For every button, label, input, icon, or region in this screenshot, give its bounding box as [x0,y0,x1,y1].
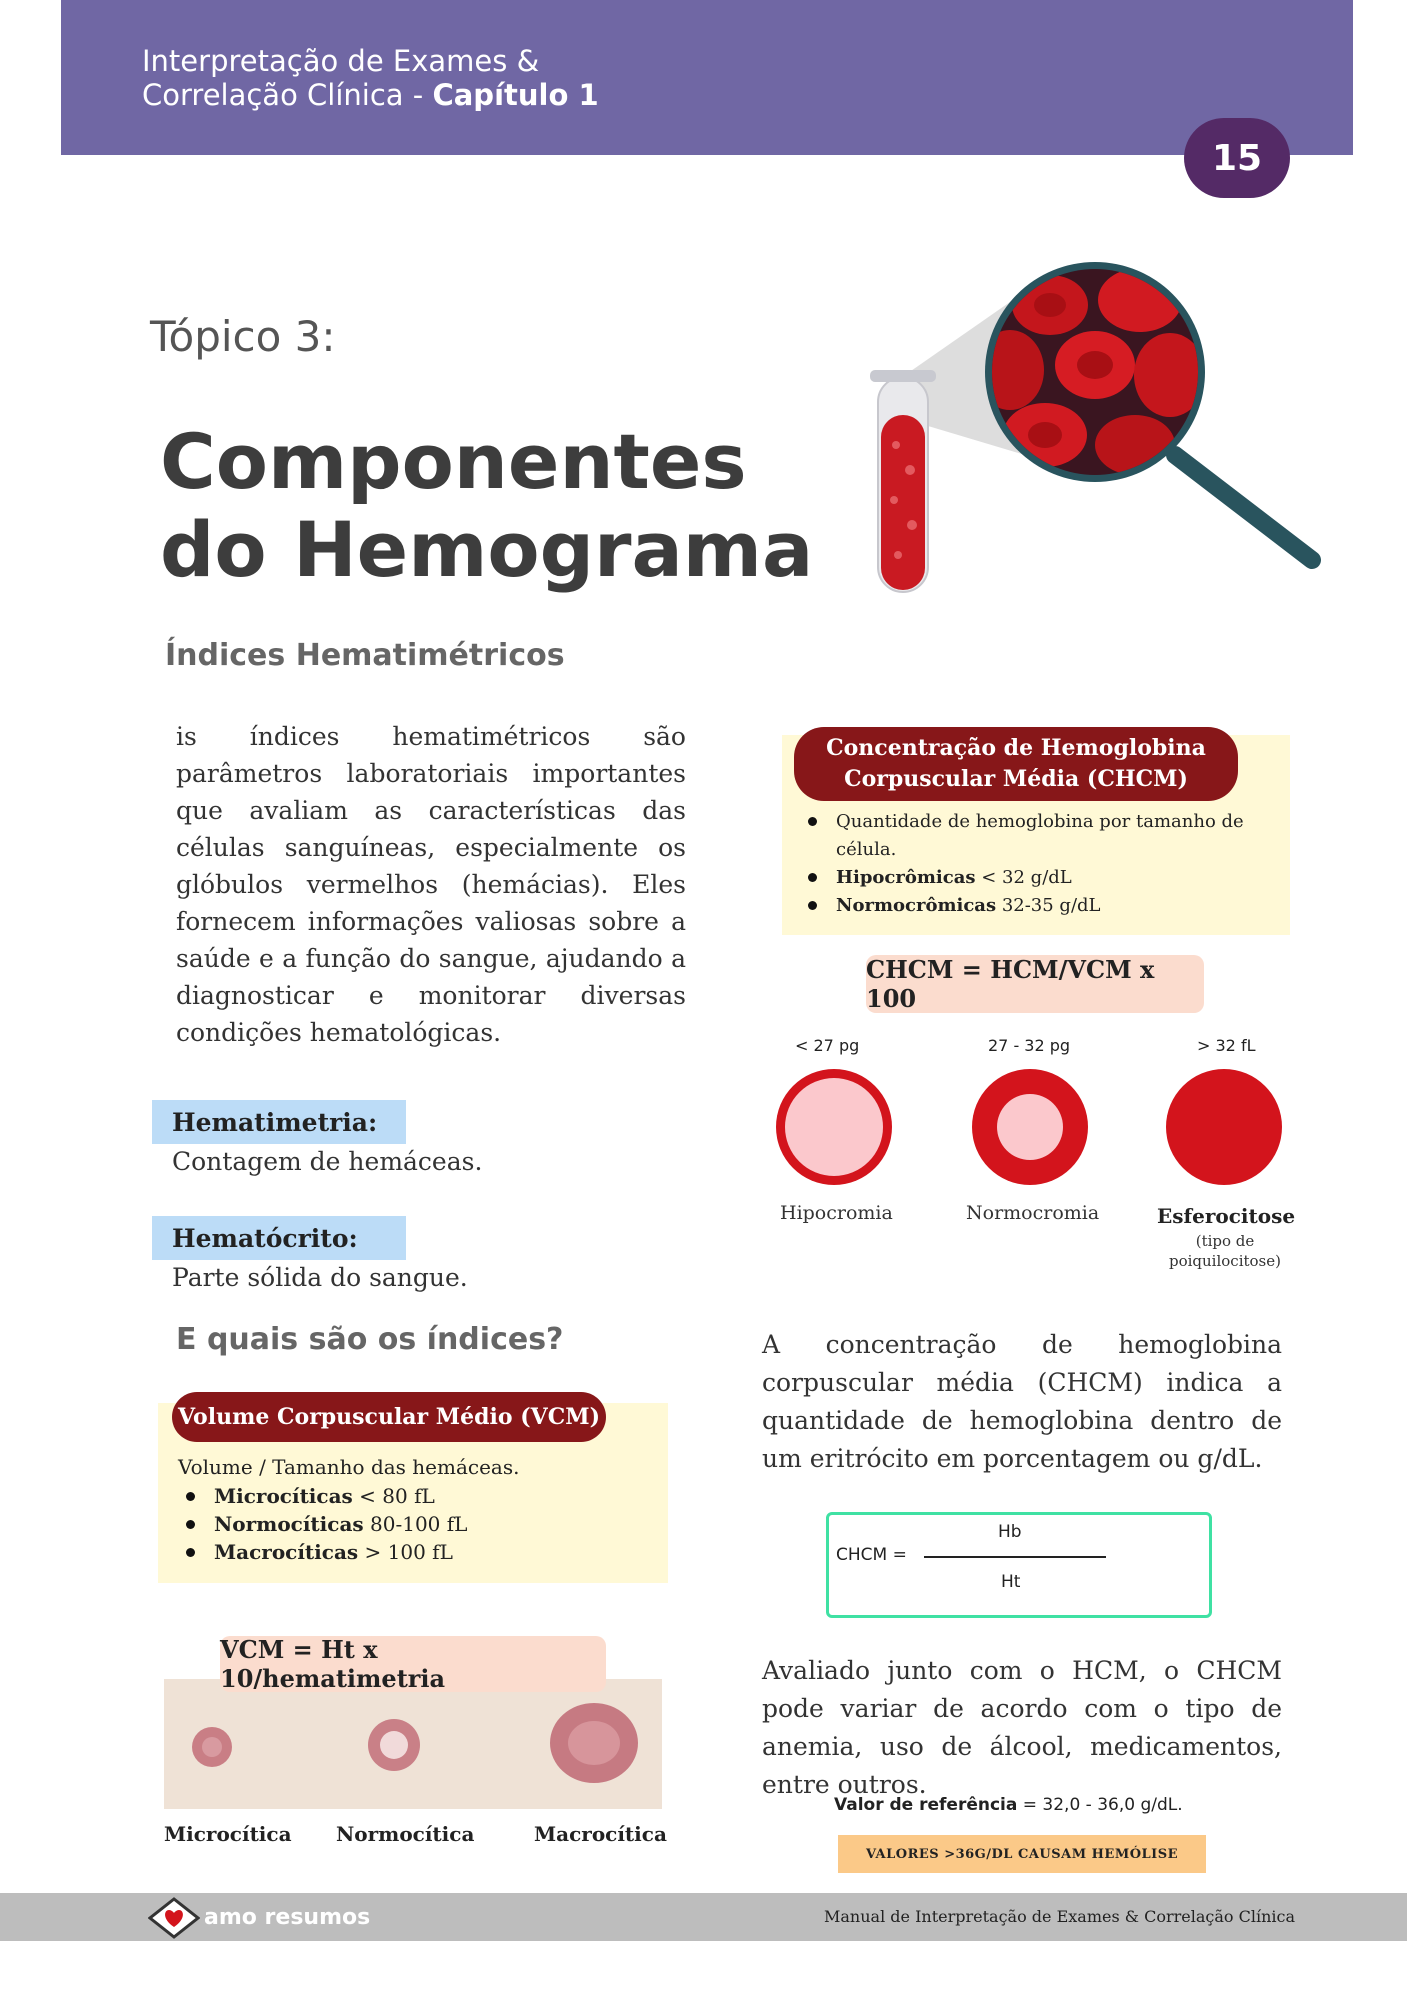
blood-magnifier-illustration [850,255,1330,605]
fraction-line [924,1556,1106,1558]
chcm-formula: CHCM = HCM/VCM x 100 [866,955,1204,1013]
header-title-prefix: Correlação Clínica - [142,78,433,112]
page-title-line1: Componentes [160,417,747,506]
list-item: Microcíticas < 80 fL [178,1482,648,1510]
heart-logo-icon [148,1897,200,1939]
esferocitose-sublabel: (tipo de poiquilocitose) [1168,1232,1281,1270]
reference-value [834,1795,1183,1815]
list-item: Macrocíticas > 100 fL [178,1538,648,1566]
chcm-description: A concentração de hemoglobina corpuscular média (CHCM) indica a quantidade de hemoglobina dentro de um eritrócito em porcentagem ou g/dL. [762,1330,1282,1473]
list-item: Hipocrômicas < 32 g/dL [800,864,1270,892]
hipocromia-label: Hipocromia [780,1202,893,1224]
footer-logo-text: amo resumos [204,1905,371,1930]
indices-question: E quais são os índices? [176,1322,564,1357]
chcm-list [800,808,1270,920]
range-label-hypo: < 27 pg [795,1036,860,1055]
vcm-list [178,1482,648,1566]
list-item: Normocrômicas 32-35 g/dL [800,892,1270,920]
header-chapter: Capítulo 1 [432,78,599,112]
normocromia-label: Normocromia [966,1202,1100,1224]
chromia-circles [770,1065,1290,1195]
vcm-intro: Volume / Tamanho das hemáceas. [178,1455,520,1479]
range-label-esfero: > 32 fL [1197,1036,1256,1055]
vcm-formula: VCM = Ht x 10/hematimetria [220,1636,606,1692]
normocitica-label: Normocítica [336,1822,475,1846]
hematocrito-description: Parte sólida do sangue. [172,1263,468,1292]
reference-label: Valor de referência [834,1795,1018,1815]
topic-label: Tópico 3: [150,312,336,361]
hemolysis-warning: VALORES >36G/DL CAUSAM HEMÓLISE [838,1835,1206,1873]
esferocitose-label: Esferocitose [1157,1204,1296,1228]
header-title-line1: Interpretação de Exames & [142,44,540,78]
blood-smear-image [164,1679,662,1809]
chcm-description-2: Avaliado junto com o HCM, o CHCM pode variar de acordo com o tipo de anemia, uso de álcool, medicamentos, entre outros. [762,1656,1282,1799]
hematimetria-description: Contagem de hemáceas. [172,1147,483,1176]
microcitica-label: Microcítica [164,1822,292,1846]
list-item: Quantidade de hemoglobina por tamanho de célula. [800,808,1270,864]
fraction-left: CHCM = [836,1545,907,1565]
chcm-title-line2: Corpuscular Média (CHCM) [844,766,1188,792]
reference-range: = 32,0 - 36,0 g/dL. [1017,1795,1183,1815]
hematocrito-label: Hematócrito: [152,1216,406,1260]
header-title-line2 [142,78,599,112]
page-title-line2: do Hemograma [160,505,814,594]
spherocytosis-cell [1166,1069,1282,1185]
hematimetria-label: Hematimetria: [152,1100,406,1144]
section-heading: Índices Hematimétricos [165,638,565,673]
vcm-title: Volume Corpuscular Médio (VCM) [172,1392,606,1442]
chcm-title-line1: Concentração de Hemoglobina [826,735,1206,761]
chcm-title [794,727,1238,801]
macrocitica-label: Macrocítica [534,1822,667,1846]
fraction-numerator: Hb [998,1522,1022,1542]
list-item: Normocíticas 80-100 fL [178,1510,648,1538]
page-number-badge: 15 [1184,118,1290,198]
footer-text: Manual de Interpretação de Exames & Correlação Clínica [824,1907,1296,1926]
intro-paragraph: is índices hematimétricos são parâmetros laboratoriais importantes que avaliam as características das células sanguíneas, especialmente os glóbulos vermelhos (hemácias). Eles fornecem informações valiosas sobre a saúde e a função do sangue, ajudando a diagnosticar e monitorar diversas condições hematológicas. [176,722,686,1047]
range-label-normo: 27 - 32 pg [988,1036,1071,1055]
fraction-denominator: Ht [1001,1572,1021,1592]
page-title [160,418,813,594]
magnifier-handle [1175,455,1312,560]
